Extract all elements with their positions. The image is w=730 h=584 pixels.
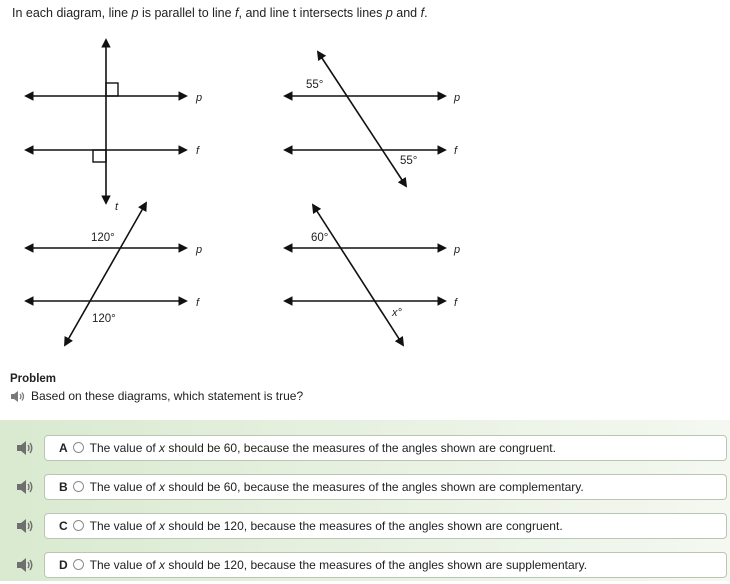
- radio-button[interactable]: [73, 442, 84, 453]
- d4-line-t: [313, 205, 403, 345]
- choice-row-b: [0, 467, 730, 506]
- choice-b[interactable]: [44, 474, 727, 500]
- radio-button[interactable]: [73, 520, 84, 531]
- choice-letter: B: [59, 479, 68, 494]
- choice-row-a: [0, 428, 730, 467]
- choice-text: The value of x should be 60, because the measures of the angles shown are complementary.: [89, 479, 584, 494]
- d1-label-f: f: [196, 145, 200, 157]
- choice-text: The value of x should be 60, because the measures of the angles shown are congruent.: [89, 440, 556, 455]
- d3-label-f: f: [196, 297, 200, 309]
- d2-line-t: [318, 52, 406, 186]
- d4-label-p: p: [454, 244, 461, 256]
- choice-text: The value of x should be 120, because the measures of the angles shown are congruent.: [89, 518, 563, 533]
- choice-row-d: [0, 545, 730, 584]
- problem-heading: Problem: [10, 373, 57, 385]
- d3-angle-top: 120°: [91, 232, 115, 244]
- choice-d[interactable]: [44, 552, 727, 578]
- d2-label-p: p: [454, 92, 461, 104]
- problem-question-text: Based on these diagrams, which statement is true?: [31, 389, 304, 403]
- d3-label-p: p: [196, 244, 203, 256]
- d3-angle-bottom: 120°: [92, 313, 116, 325]
- choice-letter: C: [59, 518, 68, 533]
- d2-label-f: f: [454, 145, 458, 157]
- choice-a[interactable]: [44, 435, 727, 461]
- d2-angle-top: 55°: [306, 79, 324, 91]
- choice-letter: D: [59, 557, 68, 572]
- d1-right-angle-bottom: [93, 150, 106, 162]
- d1-label-t: t: [115, 201, 119, 213]
- intro-text: In each diagram, line p is parallel to line f, and line t intersects lines p and f.: [12, 6, 428, 20]
- speaker-icon[interactable]: [16, 518, 34, 534]
- speaker-icon[interactable]: [16, 479, 34, 495]
- radio-button[interactable]: [73, 559, 84, 570]
- d4-label-f: f: [454, 297, 458, 309]
- choice-c[interactable]: [44, 513, 727, 539]
- choice-row-c: [0, 506, 730, 545]
- d1-label-p: p: [196, 92, 203, 104]
- d2-angle-bottom: 55°: [400, 155, 418, 167]
- radio-button[interactable]: [73, 481, 84, 492]
- d4-angle-top: 60°: [311, 232, 329, 244]
- speaker-icon[interactable]: [16, 440, 34, 456]
- answer-choices: [0, 420, 730, 581]
- speaker-icon[interactable]: [10, 390, 26, 403]
- d1-right-angle-top: [106, 83, 118, 96]
- problem-question: [10, 389, 303, 403]
- d4-angle-bottom: x°: [392, 307, 402, 319]
- choice-text: The value of x should be 120, because the measures of the angles shown are supplementary.: [89, 557, 588, 572]
- choice-letter: A: [59, 440, 68, 455]
- speaker-icon[interactable]: [16, 557, 34, 573]
